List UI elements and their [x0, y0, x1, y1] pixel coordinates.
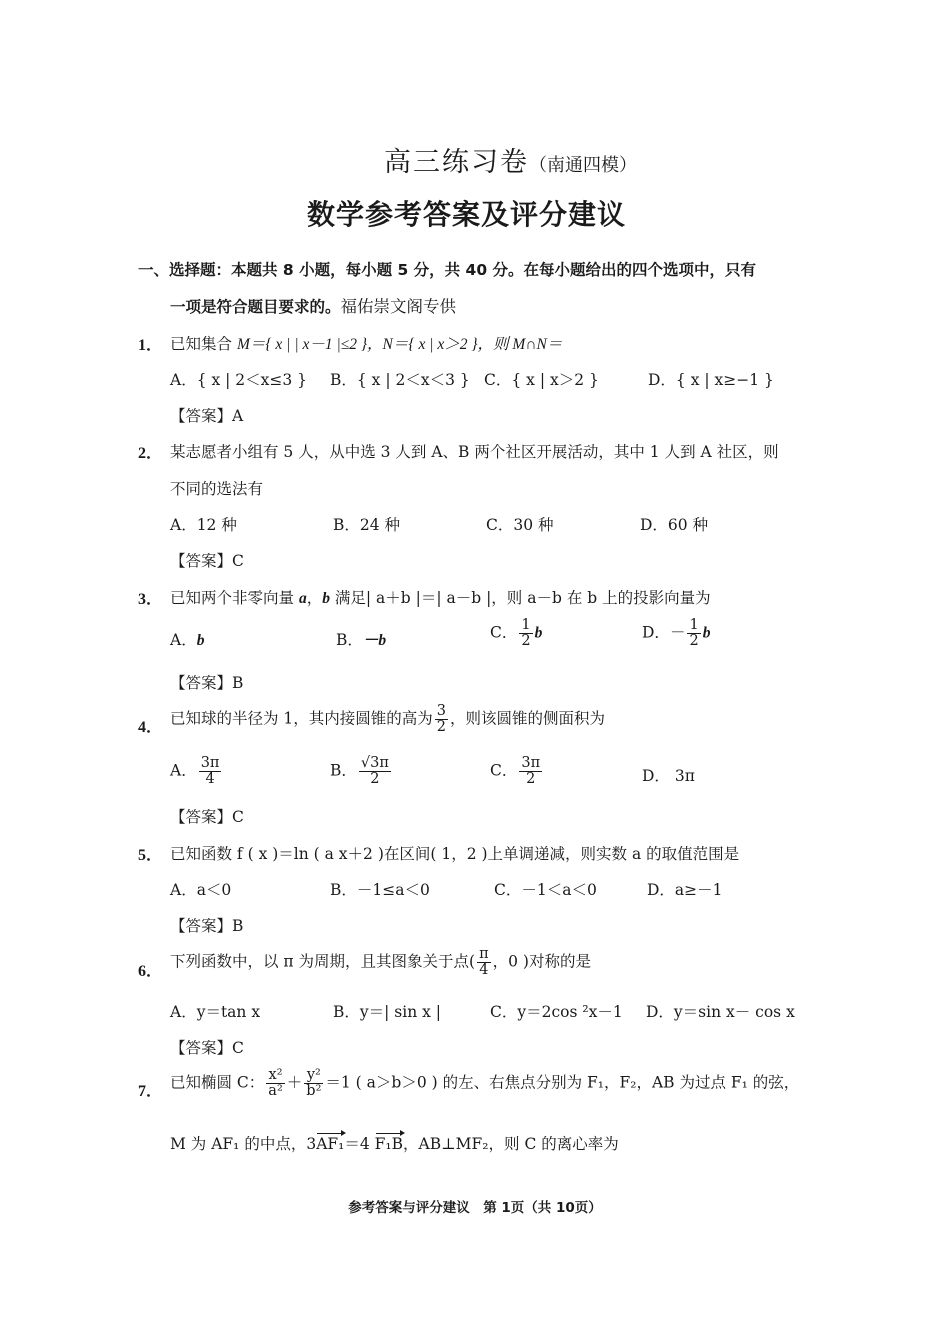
q3-option-d-num: 1	[689, 617, 699, 633]
q4-height-den: 2	[436, 719, 447, 736]
q4-option-b-fraction	[359, 756, 391, 787]
q2-answer: 【答案】C	[170, 552, 244, 570]
q4-option-c-label: C．	[490, 761, 518, 780]
q3-stem: 已知两个非零向量 a，b 满足| a＋b |＝| a－b |，则 a－b 在 b 上的投影向量为	[170, 589, 711, 607]
q6-stem-post: ，0 )对称的是	[492, 952, 591, 971]
q7-vector-af1: AF₁	[316, 1135, 345, 1153]
q7-y-fraction	[304, 1068, 323, 1099]
q6-option-c: C．y＝2cos ²x－1	[490, 1003, 623, 1021]
q6-option-a: A．y＝tan x	[170, 1003, 261, 1021]
q4-option-c-den: 2	[526, 771, 536, 788]
q5-option-c: C．－1＜a＜0	[494, 881, 597, 899]
q3-option-b-label: B．	[336, 631, 363, 649]
section-heading-text: 一项是符合题目要求的。	[170, 298, 341, 316]
q3-vector-b: b	[322, 590, 330, 607]
q4-stem-post: ，则该圆锥的侧面积为	[450, 709, 606, 728]
q1-lead: 已知集合	[170, 335, 237, 353]
q4-option-a	[170, 756, 223, 787]
q3-answer: 【答案】B	[170, 674, 244, 692]
section-heading-line1: 一、选择题：本题共 8 小题，每小题 5 分，共 40 分。在每小题给出的四个选项中，只有	[138, 261, 757, 279]
q3-number: 3．	[138, 591, 163, 608]
q3-option-c-value: b	[534, 624, 543, 642]
q1-stem	[170, 332, 562, 354]
q7-line2-post: ，AB⊥MF₂，则 C 的离心率为	[403, 1135, 619, 1153]
q5-option-b: B．－1≤a＜0	[330, 881, 430, 899]
title-text: 高三练习卷	[384, 147, 529, 178]
q3-option-c-fraction	[519, 618, 532, 649]
q7-line2-pre: M 为 AF₁ 的中点，3	[170, 1135, 317, 1153]
q3-option-c-den: 2	[521, 633, 531, 650]
q4-option-a-label: A．	[170, 761, 197, 780]
q3-option-d-sign: －	[669, 623, 686, 642]
q3-vector-a: a	[298, 590, 307, 607]
q6-stem-pre: 下列函数中，以 π 为周期，且其图象关于点(	[170, 952, 476, 971]
q7-y-num: y²	[304, 1068, 323, 1084]
q3-option-a-value: b	[196, 632, 205, 649]
q6-option-b: B．y＝| sin x |	[333, 1003, 442, 1021]
q1-option-c: C．{ x | x＞2 }	[484, 371, 599, 389]
q4-option-b-num: √3π	[360, 755, 389, 771]
q3-option-c	[490, 618, 542, 649]
q3-option-d	[642, 618, 710, 649]
q3-stem-mid: 满足| a＋b |＝| a－b |，则 a－b 在 b 上的投影向量为	[329, 589, 711, 607]
q3-option-c-label: C．	[490, 623, 518, 642]
q1-option-b: B．{ x | 2＜x＜3 }	[330, 371, 470, 389]
q6-point-fraction	[477, 947, 491, 978]
q7-stem-pre: 已知椭圆 C：	[170, 1073, 265, 1092]
q4-option-a-fraction	[199, 756, 222, 787]
q7-stem-post: ＝1 ( a＞b＞0 ) 的左、右焦点分别为 F₁，F₂，AB 为过点 F₁ 的弦，	[325, 1073, 800, 1092]
q4-option-c-num: 3π	[521, 755, 541, 771]
section-note: 福佑崇文阁专供	[340, 297, 457, 316]
q3-option-d-den: 2	[689, 633, 699, 650]
title-note: （南通四模）	[529, 155, 637, 176]
q4-option-d: D． 3π	[642, 767, 695, 785]
q4-stem-pre: 已知球的半径为 1，其内接圆锥的高为	[170, 709, 433, 728]
q1-number: 1．	[138, 337, 163, 354]
q5-option-d: D．a≥－1	[647, 881, 723, 899]
q4-option-b-label: B．	[330, 761, 357, 780]
q1-answer: 【答案】A	[170, 407, 244, 425]
q2-number: 2．	[138, 445, 163, 462]
q6-point-den: 4	[479, 962, 489, 979]
q3-option-b-value: －b	[362, 632, 387, 649]
q6-number: 6．	[138, 963, 163, 980]
q5-answer: 【答案】B	[170, 917, 244, 935]
page-subtitle: 数学参考答案及评分建议	[307, 198, 627, 231]
q6-stem	[170, 947, 591, 978]
q4-height-fraction	[435, 704, 448, 735]
q7-y-den: b²	[306, 1083, 322, 1100]
page-title	[384, 140, 637, 179]
q7-plus: ＋	[286, 1073, 303, 1092]
q4-height-num: 3	[436, 703, 447, 719]
q2-option-a: A．12 种	[170, 516, 237, 534]
q2-stem-line1: 某志愿者小组有 5 人，从中选 3 人到 A、B 两个社区开展活动，其中 1 人到 A 社区，则	[170, 443, 779, 461]
q7-x-den: a²	[268, 1083, 283, 1100]
q3-option-c-num: 1	[521, 617, 531, 633]
q4-option-a-den: 4	[205, 771, 215, 788]
q7-vector-f1b: F₁B	[374, 1135, 404, 1153]
q4-option-b-den: 2	[370, 771, 380, 788]
page-footer: 参考答案与评分建议 第 1页（共 10页）	[348, 1200, 602, 1216]
q7-line2-mid: ＝4	[344, 1135, 375, 1153]
q3-stem-pre: 已知两个非零向量	[170, 589, 299, 607]
q7-stem-line1	[170, 1068, 799, 1099]
q4-option-c	[490, 756, 544, 787]
q1-option-d: D．{ x | x≥−1 }	[648, 371, 774, 389]
q4-option-b	[330, 756, 393, 787]
q4-answer: 【答案】C	[170, 808, 244, 826]
q6-point-num: π	[479, 946, 489, 962]
q2-stem-line2: 不同的选法有	[170, 480, 264, 498]
q1-set: M＝{ x | | x－1 |≤2 }，N＝{ x | x＞2 }，则 M∩N＝	[236, 336, 563, 353]
q3-option-a	[170, 628, 204, 650]
q3-option-b	[336, 628, 386, 650]
q2-option-c: C．30 种	[486, 516, 554, 534]
q2-option-b: B．24 种	[333, 516, 401, 534]
q3-option-d-fraction	[687, 618, 700, 649]
q5-stem: 已知函数 f ( x )＝ln ( a x＋2 )在区间( 1，2 )上单调递减，则实数 a 的取值范围是	[170, 845, 740, 863]
q3-option-d-value: b	[702, 624, 711, 642]
q7-stem-line2	[170, 1132, 619, 1154]
q5-number: 5．	[138, 847, 163, 864]
q7-number: 7．	[138, 1083, 163, 1100]
q2-option-d: D．60 种	[640, 516, 709, 534]
section-heading-line2	[170, 293, 456, 317]
q3-option-a-label: A．	[170, 631, 197, 649]
q6-option-d: D．y＝sin x－ cos x	[646, 1003, 795, 1021]
q7-x-fraction	[266, 1068, 284, 1099]
q3-option-d-label: D．	[642, 623, 670, 642]
q6-answer: 【答案】C	[170, 1039, 244, 1057]
q4-option-c-fraction	[519, 756, 542, 787]
q5-option-a: A．a＜0	[170, 881, 232, 899]
q1-option-a: A．{ x | 2＜x≤3 }	[170, 371, 308, 389]
q4-stem	[170, 704, 605, 735]
q7-x-num: x²	[266, 1068, 284, 1084]
q4-number: 4．	[138, 719, 163, 736]
q4-option-a-num: 3π	[200, 755, 220, 771]
